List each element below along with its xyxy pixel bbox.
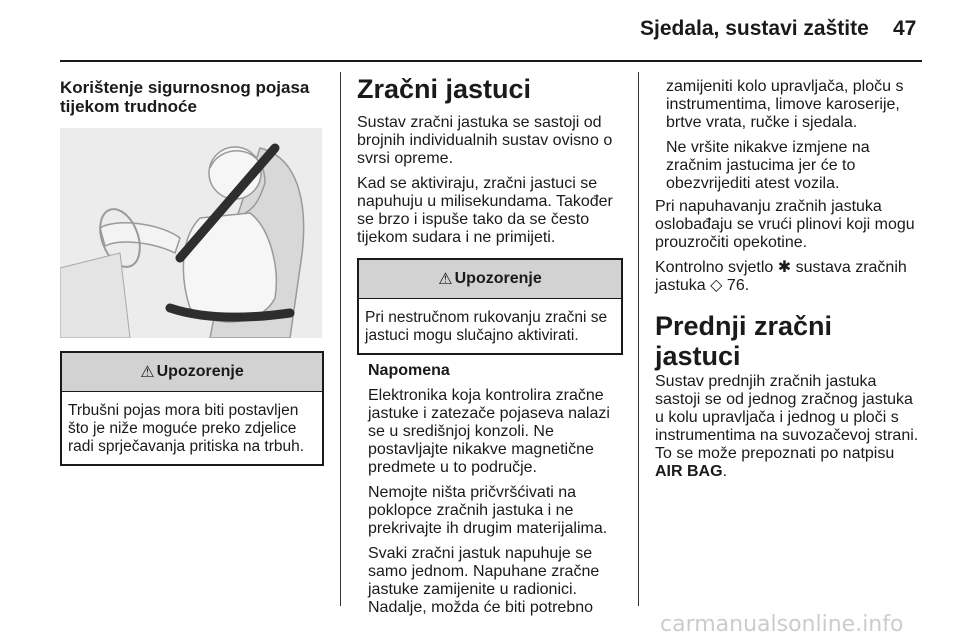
page-reference-icon: ◇ <box>710 277 723 294</box>
warning-icon: ⚠ <box>438 271 453 288</box>
front-airbags-title: Prednji zračni jastuci <box>655 311 833 371</box>
warning-header <box>62 353 322 392</box>
page-reference: 76. <box>726 277 750 294</box>
right-para-1: Pri napuhavanju zračnih jastuka oslobađaju se vrući plinovi koji mogu prouzročiti opekotine. <box>655 198 915 251</box>
right-para-2 <box>655 259 921 295</box>
airbag-warning-light-icon: ✱ <box>777 259 792 276</box>
airbags-para-2: Kad se aktiviraju, zračni jastuci se napuhuju u milisekundama. Također se brzo i ispuše tako da se često tijekom sudara i ne primijeti. <box>357 175 613 246</box>
column-divider-right <box>638 72 639 606</box>
left-section-title: Korištenje sigurnosnog pojasa tijekom trudnoće <box>60 78 310 116</box>
left-warning-box <box>60 351 324 466</box>
front-airbags-text: Sustav prednjih zračnih jastuka sastoji se od jednog zračnog jastuka u kolu upravljača i jednog u ploči s instrumentima na suvozačevoj strani. To se može prepoznati po natpisu <box>655 373 919 462</box>
air-bag-label: AIR BAG <box>655 463 723 480</box>
para-2-text-b: sustava zračnih jastuka <box>655 259 907 294</box>
airbags-para-1: Sustav zračni jastuka se sastoji od brojnih individualnih sustav ovisno o svrsi opreme. <box>357 114 613 167</box>
column-divider-left <box>340 72 341 606</box>
watermark: carmanualsonline.info <box>660 612 904 637</box>
para-2-text-a: Kontrolno svjetlo <box>655 259 774 276</box>
warning-label: Upozorenje <box>454 270 542 287</box>
front-airbags-para <box>655 373 921 481</box>
warning-text: Trbušni pojas mora biti postavljen što je niže moguće preko zdjelice radi sprječavanja pritiska na trbuh. <box>68 402 305 455</box>
note-para-3: Svaki zračni jastuk napuhuje se samo jednom. Napuhane zračne jastuke zamijenite u radionici. Nadalje, možda će biti potrebno <box>368 545 600 616</box>
note-title: Napomena <box>368 362 450 379</box>
front-airbags-end: . <box>722 463 728 480</box>
note-continued-1: zamijeniti kolo upravljača, ploču s instrumentima, limove karoserije, brtve vrata, ručke i sjedala. <box>666 78 904 131</box>
warning-icon: ⚠ <box>140 364 155 381</box>
warning-header <box>359 260 621 299</box>
note-continued-2: Ne vršite nikakve izmjene na zračnim jastucima jer će to obezvrijediti atest vozila. <box>666 139 870 192</box>
note-para-2: Nemojte ništa pričvršćivati na poklopce zračnih jastuka i ne prekrivajte ih drugim materijalima. <box>368 484 608 537</box>
airbags-title: Zračni jastuci <box>357 74 532 104</box>
header-rule <box>60 60 922 62</box>
page-number: 47 <box>893 17 917 40</box>
middle-warning-box <box>357 258 623 355</box>
pregnant-seatbelt-illustration <box>60 128 322 338</box>
warning-label: Upozorenje <box>156 363 244 380</box>
note-para-1: Elektronika koja kontrolira zračne jastuke i zatezače pojaseva nalazi se u središnjoj konzoli. Ne postavljajte nikakve magnetične predmete u to područje. <box>368 387 610 476</box>
page-header-title: Sjedala, sustavi zaštite <box>640 17 869 40</box>
warning-text: Pri nestručnom rukovanju zračni se jastuci mogu slučajno aktivirati. <box>365 309 608 344</box>
